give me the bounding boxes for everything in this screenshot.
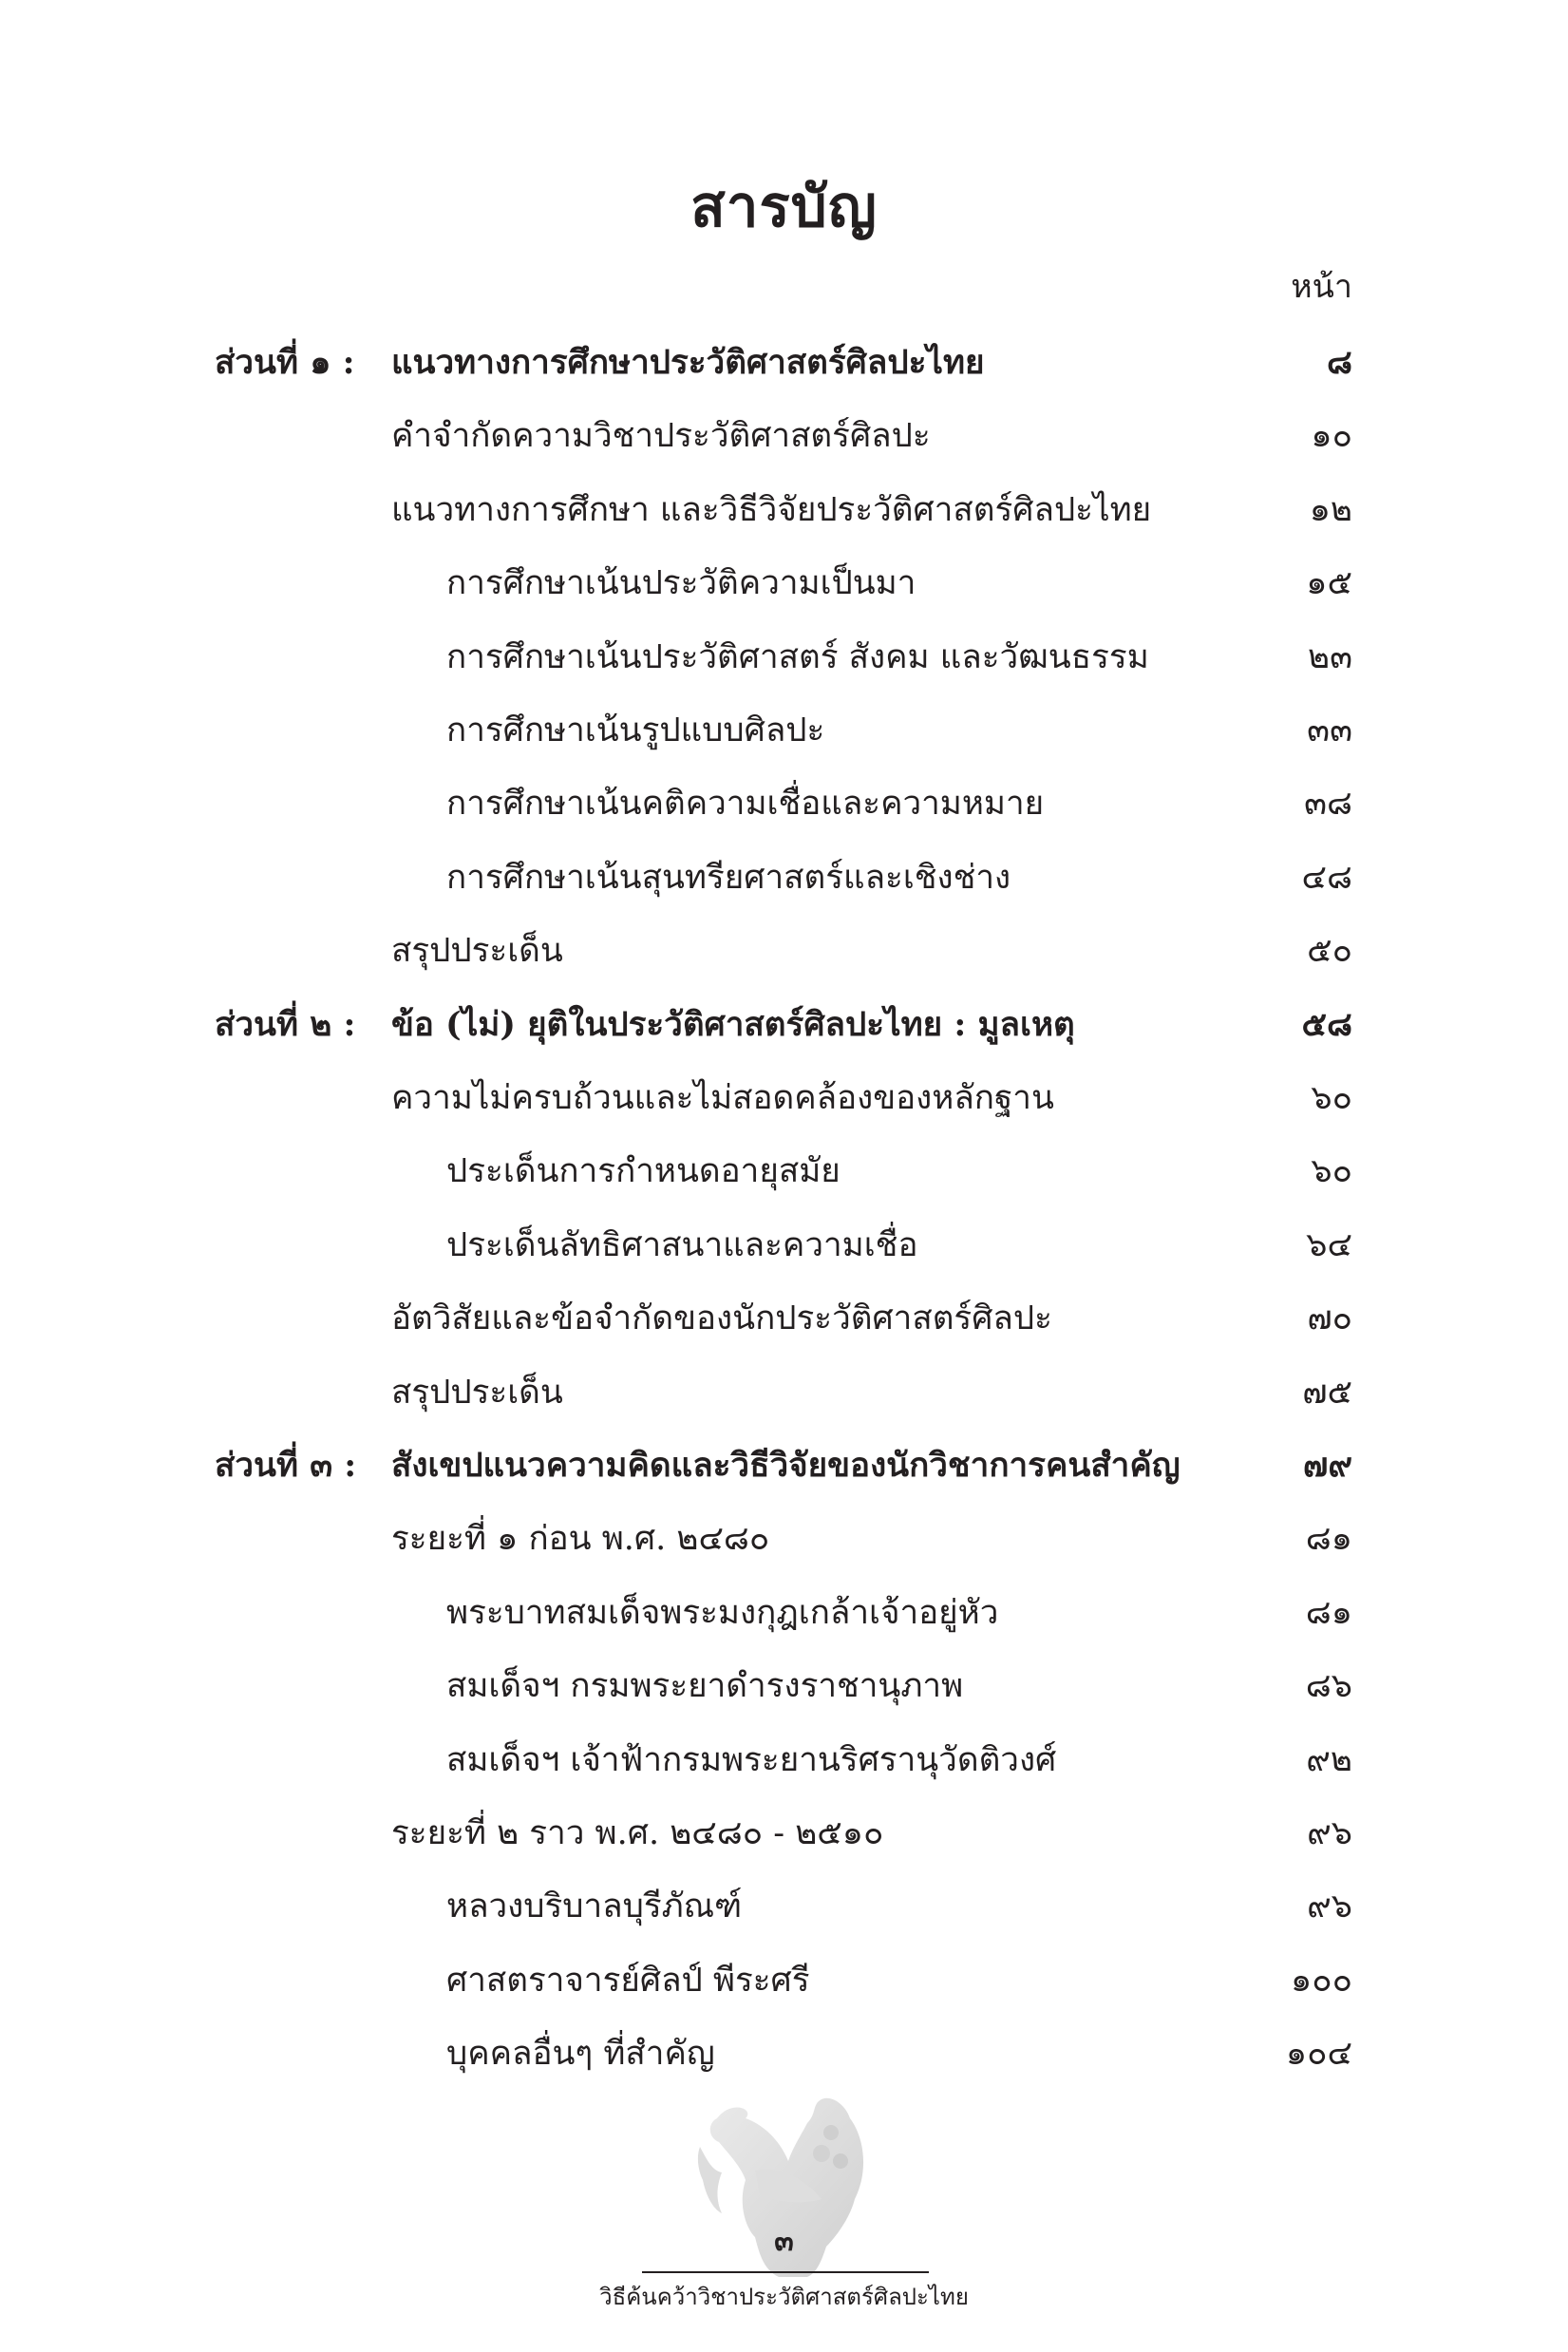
toc-subchapter-row bbox=[0, 1732, 1568, 1789]
page-column-label: หน้า bbox=[1291, 268, 1352, 306]
toc-entry-title: การศึกษาเน้นประวัติความเป็นมา bbox=[446, 564, 916, 603]
toc-section-row bbox=[0, 334, 1568, 391]
toc-entry-title: ประเด็นลัทธิศาสนาและความเชื่อ bbox=[446, 1225, 918, 1264]
toc-page-number: ๑๐๐ bbox=[1291, 1961, 1352, 2000]
toc-entry-title: สังเขปแนวความคิดและวิธีวิจัยของนักวิชาการคนสำคัญ bbox=[391, 1446, 1181, 1485]
toc-entry-title: การศึกษาเน้นคติความเชื่อและความหมาย bbox=[446, 785, 1045, 824]
toc-subchapter-row bbox=[0, 2025, 1568, 2082]
toc-entry-title: สมเด็จฯ กรมพระยาดำรงราชานุภาพ bbox=[446, 1667, 964, 1706]
footer-divider bbox=[642, 2271, 929, 2273]
toc-entry-title: พระบาทสมเด็จพระมงกุฎเกล้าเจ้าอยู่หัว bbox=[446, 1593, 999, 1632]
toc-subchapter-row bbox=[0, 1143, 1568, 1200]
toc-page-number: ๓๘ bbox=[1304, 785, 1352, 824]
toc-subchapter-row bbox=[0, 1584, 1568, 1641]
toc-page-number: ๘ bbox=[1326, 343, 1352, 382]
toc-page-number: ๙๒ bbox=[1306, 1740, 1352, 1779]
toc-subchapter-row bbox=[0, 1878, 1568, 1935]
page-title: สารบัญ bbox=[690, 174, 878, 240]
toc-entry-title: อัตวิสัยและข้อจำกัดของนักประวัติศาสตร์ศิลปะ bbox=[391, 1299, 1052, 1338]
toc-section-prefix: ส่วนที่ ๓ : bbox=[215, 1446, 357, 1485]
toc-chapter-row bbox=[0, 1070, 1568, 1127]
toc-page-number: ๗๙ bbox=[1303, 1446, 1352, 1485]
toc-entry-title: การศึกษาเน้นสุนทรียศาสตร์และเชิงช่าง bbox=[446, 858, 1011, 897]
toc-page-number: ๖๐ bbox=[1311, 1079, 1352, 1117]
toc-page-number: ๕๘ bbox=[1301, 1004, 1352, 1044]
toc-chapter-row bbox=[0, 1364, 1568, 1421]
toc-page-number: ๖๔ bbox=[1306, 1225, 1352, 1264]
toc-entry-title: การศึกษาเน้นรูปแบบศิลปะ bbox=[446, 711, 825, 749]
toc-page-number: ๖๐ bbox=[1311, 1152, 1352, 1191]
toc-entry-title: การศึกษาเน้นประวัติศาสตร์ สังคม และวัฒนธรรม bbox=[446, 637, 1149, 676]
toc-entry-title: แนวทางการศึกษา และวิธีวิจัยประวัติศาสตร์ศิลปะไทย bbox=[391, 490, 1152, 529]
toc-chapter-row bbox=[0, 408, 1568, 465]
toc-section-prefix: ส่วนที่ ๑ : bbox=[215, 343, 355, 382]
toc-page-number: ๓๓ bbox=[1307, 711, 1352, 749]
toc-entry-title: ระยะที่ ๑ ก่อน พ.ศ. ๒๔๘๐ bbox=[391, 1520, 770, 1559]
toc-page-number: ๘๖ bbox=[1305, 1667, 1352, 1706]
toc-subchapter-row bbox=[0, 775, 1568, 832]
toc-page-number: ๔๘ bbox=[1301, 858, 1352, 897]
toc-chapter-row bbox=[0, 1805, 1568, 1862]
toc-entry-title: ประเด็นการกำหนดอายุสมัย bbox=[446, 1152, 841, 1191]
toc-page-number: ๑๒ bbox=[1309, 490, 1352, 529]
toc-section-prefix: ส่วนที่ ๒ : bbox=[215, 1004, 356, 1044]
toc-chapter-row bbox=[0, 1510, 1568, 1567]
toc-page-number: ๑๐๔ bbox=[1285, 2035, 1352, 2074]
toc-page-number: ๙๖ bbox=[1307, 1887, 1352, 1926]
toc-page-number: ๒๓ bbox=[1308, 637, 1352, 676]
toc-page-number: ๕๐ bbox=[1307, 932, 1352, 971]
toc-entry-title: บุคคลอื่นๆ ที่สำคัญ bbox=[446, 2035, 715, 2074]
toc-entry-title: ความไม่ครบถ้วนและไม่สอดคล้องของหลักฐาน bbox=[391, 1079, 1054, 1117]
toc-section-row bbox=[0, 1437, 1568, 1494]
toc-subchapter-row bbox=[0, 1658, 1568, 1715]
toc-entry-title: แนวทางการศึกษาประวัติศาสตร์ศิลปะไทย bbox=[391, 343, 985, 382]
toc-subchapter-row bbox=[0, 849, 1568, 906]
book-title-footer: วิธีค้นคว้าวิชาประวัติศาสตร์ศิลปะไทย bbox=[599, 2284, 969, 2310]
toc-entry-title: ข้อ (ไม่) ยุติในประวัติศาสตร์ศิลปะไทย : มูลเหตุ bbox=[391, 1004, 1075, 1044]
toc-entry-title: สมเด็จฯ เจ้าฟ้ากรมพระยานริศรานุวัดติวงศ์ bbox=[446, 1740, 1057, 1779]
toc-page-number: ๑๐ bbox=[1311, 417, 1352, 456]
page-number: ๓ bbox=[774, 2225, 794, 2258]
toc-entry-title: คำจำกัดความวิชาประวัติศาสตร์ศิลปะ bbox=[391, 417, 931, 456]
toc-entry-title: ระยะที่ ๒ ราว พ.ศ. ๒๔๘๐ - ๒๕๑๐ bbox=[391, 1814, 884, 1852]
toc-section-row bbox=[0, 996, 1568, 1053]
toc-subchapter-row bbox=[0, 1217, 1568, 1274]
toc-subchapter-row bbox=[0, 1952, 1568, 2009]
toc-page-number: ๘๑ bbox=[1305, 1593, 1352, 1632]
toc-entry-title: สรุปประเด็น bbox=[391, 932, 563, 971]
toc-page-number: ๗๐ bbox=[1307, 1299, 1352, 1338]
toc-subchapter-row bbox=[0, 555, 1568, 612]
toc-page-number: ๙๖ bbox=[1307, 1814, 1352, 1852]
toc-subchapter-row bbox=[0, 702, 1568, 759]
toc-page-number: ๑๕ bbox=[1306, 564, 1352, 603]
toc-subchapter-row bbox=[0, 629, 1568, 686]
toc-entry-title: ศาสตราจารย์ศิลป์ พีระศรี bbox=[446, 1961, 810, 2000]
toc-entry-title: หลวงบริบาลบุรีภัณฑ์ bbox=[446, 1887, 743, 1926]
toc-page-number: ๘๑ bbox=[1305, 1520, 1352, 1559]
toc-chapter-row bbox=[0, 922, 1568, 979]
toc-chapter-row bbox=[0, 1290, 1568, 1347]
toc-entry-title: สรุปประเด็น bbox=[391, 1373, 563, 1412]
toc-chapter-row bbox=[0, 482, 1568, 539]
toc-page-number: ๗๕ bbox=[1302, 1373, 1352, 1412]
